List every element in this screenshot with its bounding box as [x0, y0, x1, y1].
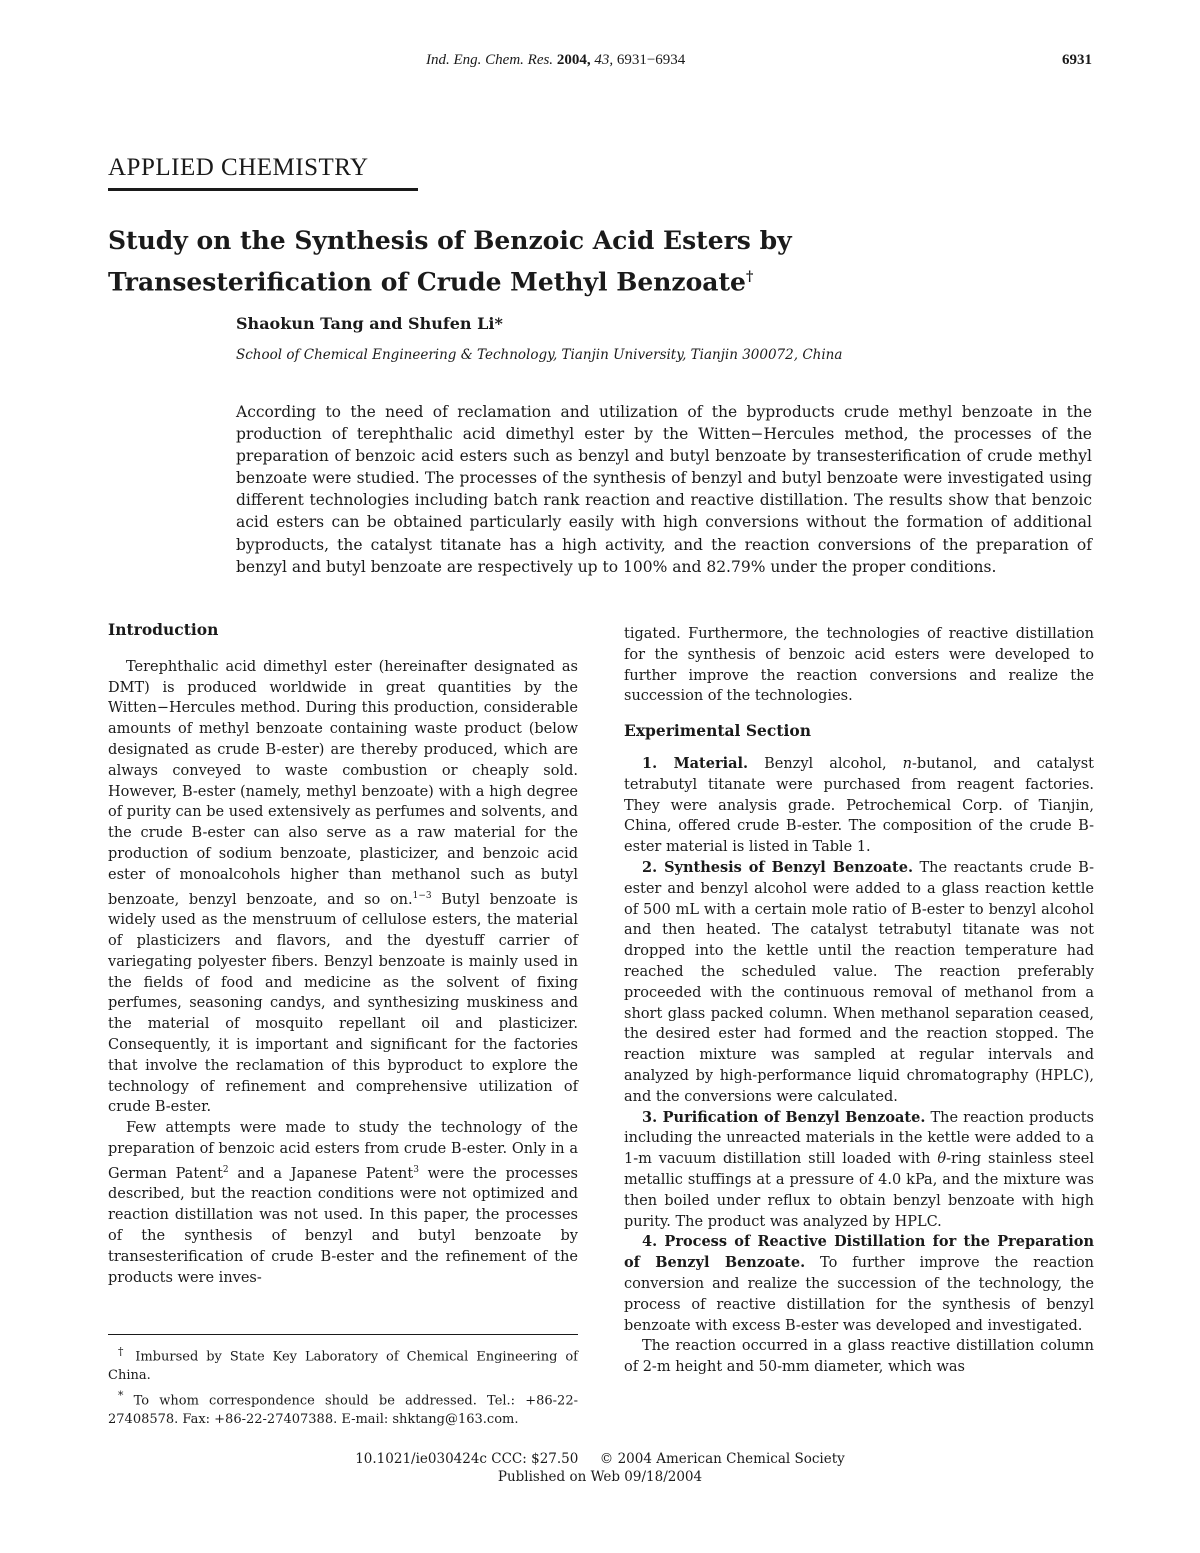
article-title: [108, 222, 1008, 300]
section-reactive-distillation: [624, 1232, 1094, 1336]
footnote-mark: †: [118, 1345, 128, 1358]
abstract: According to the need of reclamation and utilization of the byproducts crude methyl benzoate in the production of terephthalic acid dimethyl ester by the Witten−Hercules method, the processes of the preparation of benzoic acid esters such as benzyl and butyl benzoate by transesterification of crude methyl benzoate were studied. The processes of the synthesis of benzyl and butyl benzoate were investigated using different technologies including batch rank reaction and reactive distillation. The results show that benzoic acid esters can be obtained particularly easily with high conversions without the formation of additional byproducts, the catalyst titanate has a high activity, and the reaction conversions of the preparation of benzyl and butyl benzoate are respectively up to 100% and 82.79% under the proper conditions.: [236, 403, 1092, 576]
purification-heading: 3. Purification of Benzyl Benzoate.: [642, 1108, 926, 1126]
intro-p2-text-c: were the processes described, but the reaction conditions were not optimized and reaction distillation was not used. In this paper, the processes of the synthesis of benzyl and butyl benzoate by transesterification of crude B-ester and the refinement of the products were inves-: [108, 1165, 578, 1286]
intro-p2-text-b: and a Japanese Patent: [228, 1165, 414, 1182]
introduction-heading: Introduction: [108, 620, 219, 639]
intro-continuation: tigated. Furthermore, the technologies of reactive distillation for the synthesis of benzoic acid esters were developed to further improve the reaction conversions and realize the succession of the technologies.: [624, 626, 1094, 705]
material-text-b: -butanol, and catalyst tetrabutyl titanate were purchased from reagent factories. They were analysis grade. Petrochemical Corp. of Tianjin, China, offered crude B-ester. The composition of the crude B-ester material is listed in Table 1.: [624, 755, 1094, 856]
purification-text-a: The reaction products including the unreacted materials in the kettle were added to a 1-m vacuum distillation still loaded with: [624, 1109, 1094, 1168]
citation-ref: 3: [413, 1164, 419, 1175]
footnote-2-text: To whom correspondence should be addressed. Tel.: +86-22-27408578. Fax: +86-22-27407388. E-mail: shktang@163.com.: [108, 1393, 578, 1428]
affiliation: School of Chemical Engineering & Technology, Tianjin University, Tianjin 300072, China: [236, 347, 843, 363]
intro-p2-text-a: Few attempts were made to study the technology of the preparation of benzoic acid esters from crude B-ester. Only in a German Patent: [108, 1120, 578, 1182]
theta-italic: θ: [937, 1151, 947, 1168]
section-rule: [108, 188, 418, 191]
running-head: [426, 52, 685, 69]
footnotes: [108, 1343, 578, 1432]
experimental-heading: Experimental Section: [624, 721, 811, 741]
material-heading: 1. Material.: [642, 754, 749, 772]
journal-volume: 43,: [594, 52, 614, 68]
synthesis-text: The reactants crude B-ester and benzyl alcohol were added to a glass reaction kettle of 500 mL with a certain mole ratio of B-ester to benzyl alcohol and then heated. The catalyst tetrabutyl titanate was not dropped into the kettle until the reaction temperature had reached the scheduled value. The reaction preferably proceeded with the continuous removal of methanol from a short glass packed column. When methanol separation ceased, the desired ester had formed and the reaction stopped. The reaction mixture was sampled at regular intervals and analyzed by high-performance liquid chromatography (HPLC), and the conversions were calculated.: [624, 859, 1094, 1105]
journal-year: 2004,: [556, 52, 591, 68]
section-material: [624, 754, 1094, 858]
citation-ref: 1−3: [412, 890, 432, 901]
left-column: [108, 620, 578, 1288]
authors: Shaokun Tang and Shufen Li*: [236, 314, 503, 333]
synthesis-heading: 2. Synthesis of Benzyl Benzoate.: [642, 858, 913, 876]
footnote-rule: [108, 1334, 578, 1335]
footnote-mark: *: [118, 1389, 124, 1403]
n-italic: n: [902, 755, 913, 772]
footnote-1-text: Imbursed by State Key Laboratory of Chemical Engineering of China.: [108, 1349, 578, 1383]
purification-text-b: -ring stainless steel metallic stuffings at a pressure of 4.0 kPa, and the mixture was then boiled under reflux to obtain benzyl benzoate with high purity. The product was analyzed by HPLC.: [624, 1151, 1094, 1230]
article-title-text: Study on the Synthesis of Benzoic Acid Esters by Transesterification of Crude Methyl Benzoate: [108, 226, 792, 297]
page-footer: [0, 1450, 1200, 1486]
footer-doi-copyright: 10.1021/ie030424c CCC: $27.50 © 2004 American Chemical Society: [355, 1451, 845, 1467]
section-synthesis: [624, 858, 1094, 1108]
right-column: [624, 624, 1094, 1378]
section-purification: [624, 1108, 1094, 1233]
intro-p1-text-b: Butyl benzoate is widely used as the menstruum of cellulose esters, the material of plasticizers and flavors, and the dyestuff carrier of variegating polyester fibers. Benzyl benzoate is mainly used in the fields of food and medicine as the solvent of fixing perfumes, seasoning candys, and synthesizing muskiness and the material of mosquito repellant oil and plasticizer. Consequently, it is important and significant for the factories that involve the reclamation of this byproduct to explore the technology of refinement and comprehensive utilization of crude B-ester.: [108, 891, 578, 1116]
footer-published: Published on Web 09/18/2004: [497, 1469, 703, 1485]
section-label: APPLIED CHEMISTRY: [108, 154, 369, 181]
intro-paragraph-1: [108, 657, 578, 1118]
reactive-distillation-text: To further improve the reaction conversion and realize the succession of the technology, the process of reactive distillation for the synthesis of benzyl benzoate with excess B-ester was developed and investigated.: [624, 1255, 1094, 1334]
footnote-2: [108, 1387, 578, 1429]
intro-p1-text-a: Terephthalic acid dimethyl ester (hereinafter designated as DMT) is produced worldwide in great quantities by the Witten−Hercules method. During this production, considerable amounts of methyl benzoate containing waste product (below designated as crude B-ester) are thereby produced, which are always conveyed to waste combustion or cheaply sold. However, B-ester (namely, methyl benzoate) with a high degree of purity can be used extensively as perfumes and solvents, and the crude B-ester can also serve as a raw material for the production of sodium benzoate, plasticizer, and benzoic acid ester of monoalcohols higher than methanol such as butyl benzoate, benzyl benzoate, and so on.: [108, 658, 578, 908]
journal-pages: 6931−6934: [616, 52, 686, 68]
journal-name: Ind. Eng. Chem. Res.: [426, 52, 554, 68]
reactive-distillation-heading: 4. Process of Reactive Distillation for the Preparation of Benzyl Benzoate.: [624, 1233, 1094, 1272]
page-number: 6931: [1062, 52, 1092, 68]
material-text-a: Benzyl alcohol,: [748, 755, 903, 772]
footnote-1: [108, 1343, 578, 1385]
citation-ref: 2: [222, 1164, 229, 1175]
intro-paragraph-2: [108, 1118, 578, 1288]
spacer: [624, 707, 1094, 721]
reactive-distillation-paragraph-2: The reaction occurred in a glass reactive distillation column of 2-m height and 50-mm diameter, which was: [624, 1338, 1094, 1376]
title-footnote-mark: †: [745, 269, 754, 285]
